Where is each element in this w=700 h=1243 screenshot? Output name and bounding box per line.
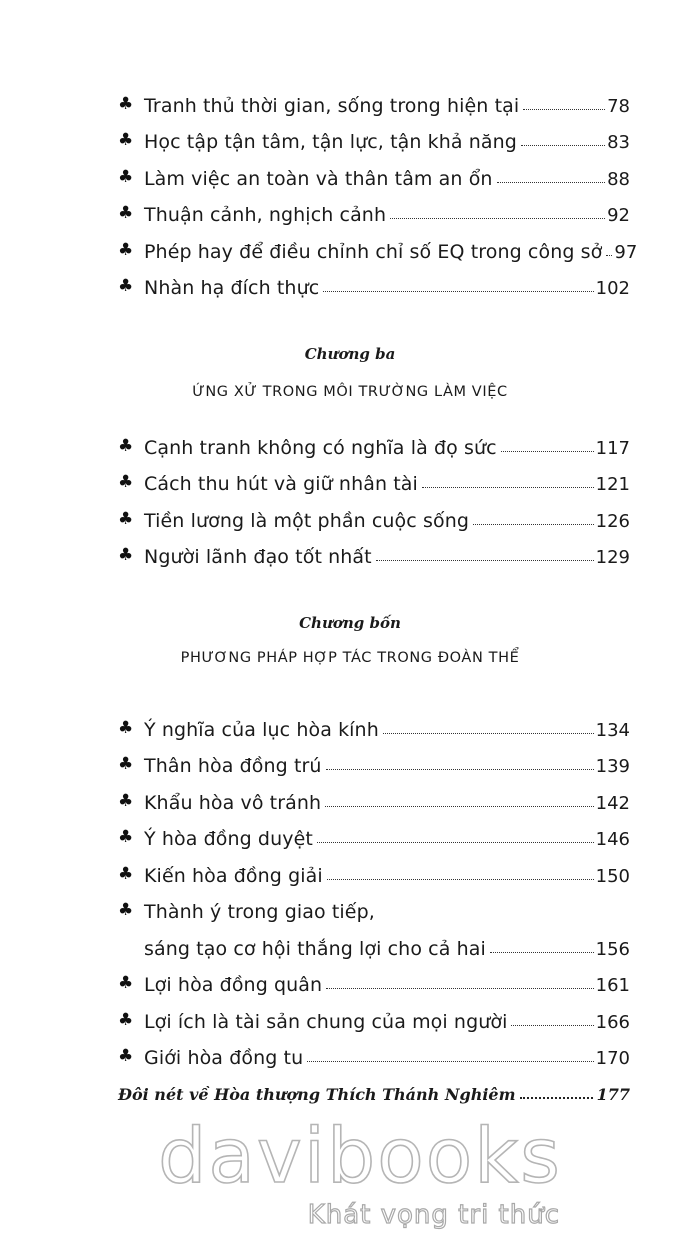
- toc-entry[interactable]: [118, 190, 630, 227]
- toc-section-chapter3: [118, 422, 630, 568]
- watermark-logo: davibooks: [158, 1111, 562, 1200]
- dot-leader: [317, 842, 594, 843]
- entry-page: 88: [607, 168, 630, 190]
- dot-leader: [501, 451, 594, 452]
- entry-title: Nhàn hạ đích thực: [144, 277, 320, 299]
- entry-page: 78: [607, 95, 630, 117]
- club-icon: ♣: [118, 239, 134, 260]
- entry-page: 161: [595, 975, 630, 996]
- toc-section-top: [118, 80, 638, 299]
- club-icon: ♣: [118, 973, 134, 993]
- dot-leader: [521, 145, 605, 146]
- toc-section-chapter4: [118, 704, 630, 1069]
- entry-title: Người lãnh đạo tốt nhất: [144, 546, 372, 568]
- entry-page: 83: [607, 132, 630, 153]
- entry-title: Giới hòa đồng tu: [144, 1047, 304, 1069]
- toc-entry[interactable]: [118, 532, 630, 569]
- club-icon: ♣: [118, 508, 134, 529]
- toc-entry[interactable]: [118, 459, 630, 496]
- entry-title: Lợi hòa đồng quân: [144, 974, 323, 996]
- dot-leader: [520, 1097, 593, 1099]
- entry-title: Thuận cảnh, nghịch cảnh: [144, 204, 387, 226]
- dot-leader: [307, 1061, 593, 1062]
- entry-page: 139: [595, 756, 630, 777]
- entry-page: 121: [595, 474, 630, 495]
- entry-page: 146: [595, 829, 630, 850]
- club-icon: ♣: [118, 166, 134, 187]
- dot-leader: [497, 182, 606, 183]
- club-icon: ♣: [118, 900, 134, 920]
- chapter-label: Chương ba: [304, 345, 396, 363]
- entry-title: Tranh thủ thời gian, sống trong hiện tại: [144, 94, 520, 117]
- entry-title: sáng tạo cơ hội thắng lợi cho cả hai: [144, 937, 486, 960]
- club-icon: ♣: [118, 545, 134, 565]
- entry-page: 142: [595, 792, 630, 814]
- entry-page: 117: [595, 437, 630, 459]
- dot-leader: [326, 988, 593, 989]
- toc-entry[interactable]: [118, 960, 630, 997]
- entry-page: 166: [595, 1011, 630, 1033]
- club-icon: ♣: [118, 863, 134, 884]
- toc-entry[interactable]: [118, 741, 630, 778]
- toc-entry[interactable]: [118, 263, 630, 300]
- toc-entry[interactable]: [118, 495, 630, 532]
- entry-page: 156: [595, 938, 630, 960]
- entry-page: 150: [595, 865, 630, 887]
- entry-page: 126: [595, 510, 630, 532]
- toc-entry[interactable]: [118, 777, 630, 814]
- entry-title: Khẩu hòa vô tránh: [144, 791, 322, 814]
- dot-leader: [326, 769, 594, 770]
- entry-title: Thân hòa đồng trú: [144, 755, 322, 777]
- club-icon: ♣: [118, 93, 134, 114]
- entry-page: 170: [595, 1048, 630, 1069]
- entry-title: Thành ý trong giao tiếp,: [144, 901, 375, 923]
- toc-entry[interactable]: [118, 887, 630, 924]
- about-title: Đôi nét về Hòa thượng Thích Thánh Nghiêm: [118, 1085, 516, 1104]
- entry-title: Làm việc an toàn và thân tâm an ổn: [144, 167, 493, 190]
- toc-entry[interactable]: [118, 850, 630, 887]
- dot-leader: [327, 879, 594, 880]
- club-icon: ♣: [118, 754, 134, 774]
- dot-leader: [422, 487, 594, 488]
- club-icon: ♣: [118, 1046, 134, 1066]
- entry-title: Cách thu hút và giữ nhân tài: [144, 473, 418, 495]
- entry-title: Học tập tận tâm, tận lực, tận khả năng: [144, 131, 517, 153]
- toc-entry[interactable]: [118, 226, 638, 263]
- dot-leader: [523, 109, 605, 110]
- dot-leader: [325, 806, 593, 807]
- dot-leader: [383, 733, 594, 734]
- toc-entry-continuation[interactable]: [118, 923, 630, 960]
- dot-leader: [376, 560, 594, 561]
- entry-title: Phép hay để điều chỉnh chỉ số EQ trong công sở: [144, 240, 603, 263]
- dot-leader: [606, 255, 612, 256]
- chapter-title: ỨNG XỬ TRONG MÔI TRƯỜNG LÀM VIỆC: [192, 384, 508, 400]
- toc-entry[interactable]: [118, 117, 630, 154]
- toc-entry[interactable]: [118, 1033, 630, 1070]
- toc-entry[interactable]: [118, 153, 630, 190]
- club-icon: ♣: [118, 1009, 134, 1030]
- toc-entry[interactable]: [118, 996, 630, 1033]
- toc-entry[interactable]: [118, 704, 630, 741]
- entry-title: Ý nghĩa của lục hòa kính: [144, 718, 379, 741]
- entry-page: 134: [595, 719, 630, 741]
- club-icon: ♣: [118, 276, 134, 296]
- dot-leader: [511, 1025, 593, 1026]
- entry-title: Kiến hòa đồng giải: [144, 864, 323, 887]
- chapter-title: PHƯƠNG PHÁP HỢP TÁC TRONG ĐOÀN THỂ: [180, 650, 520, 666]
- entry-title: Cạnh tranh không có nghĩa là đọ sức: [144, 436, 497, 459]
- club-icon: ♣: [118, 203, 134, 223]
- entry-title: Ý hòa đồng duyệt: [144, 828, 313, 850]
- entry-page: 102: [595, 278, 630, 299]
- club-icon: ♣: [118, 435, 134, 456]
- club-icon: ♣: [118, 827, 134, 847]
- toc-entry[interactable]: [118, 80, 630, 117]
- toc-entry[interactable]: [118, 422, 630, 459]
- entry-page: 97: [614, 241, 638, 263]
- dot-leader: [390, 218, 605, 219]
- chapter-label: Chương bốn: [299, 614, 401, 632]
- dot-leader: [473, 524, 594, 525]
- club-icon: ♣: [118, 717, 134, 738]
- club-icon: ♣: [118, 472, 134, 492]
- entry-title: Tiền lương là một phần cuộc sống: [144, 509, 469, 532]
- dot-leader: [323, 291, 593, 292]
- entry-page: 129: [595, 547, 630, 568]
- toc-entry[interactable]: [118, 814, 630, 851]
- watermark-tagline: Khát vọng tri thức: [307, 1200, 560, 1230]
- club-icon: ♣: [118, 790, 134, 811]
- entry-page: 92: [607, 205, 630, 226]
- entry-title: Lợi ích là tài sản chung của mọi người: [144, 1010, 508, 1033]
- toc-entry-about[interactable]: [118, 1085, 630, 1104]
- about-page: 177: [596, 1085, 630, 1104]
- club-icon: ♣: [118, 130, 134, 150]
- dot-leader: [490, 952, 594, 953]
